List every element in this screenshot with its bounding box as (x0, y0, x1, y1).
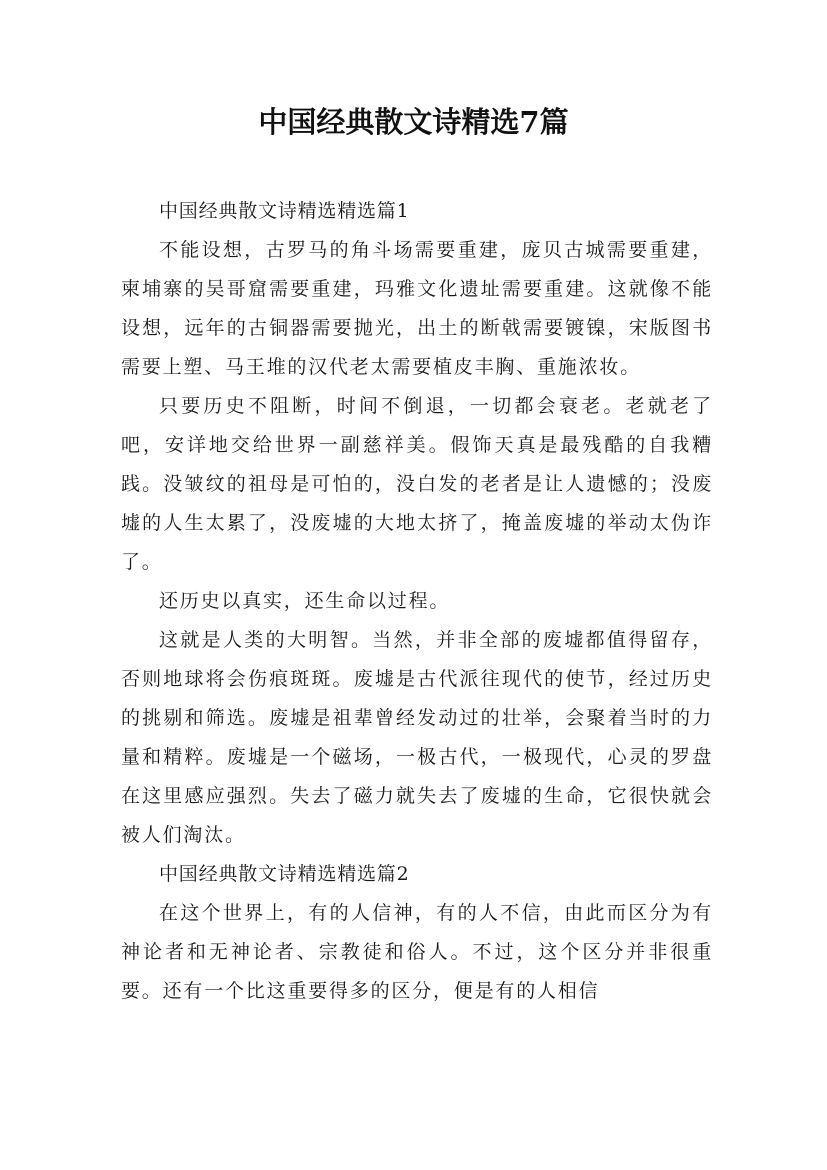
document-title: 中国经典散文诗精选7篇 (258, 105, 569, 139)
document-body (121, 192, 713, 1011)
paragraph: 这就是人类的大明智。当然，并非全部的废墟都值得留存，否则地球将会伤痕斑斑。废墟是古代派往现代的使节，经过历史的挑剔和筛选。废墟是祖辈曾经发动过的壮举，会聚着当时的力量和精粹。废墟是一个磁场，一极古代，一极现代，心灵的罗盘在这里感应强烈。失去了磁力就失去了废墟的生命，它很快就会被人们淘汰。 (121, 629, 713, 846)
section-heading-2: 中国经典散文诗精选精选篇2 (159, 863, 410, 885)
paragraph: 只要历史不阻断，时间不倒退，一切都会衰老。老就老了吧，安详地交给世界一副慈祥美。假饰天真是最残酷的自我糟践。没皱纹的祖母是可怕的，没白发的老者是让人遗憾的；没废墟的人生太累了，没废墟的大地太挤了，掩盖废墟的举动太伪诈了。 (121, 395, 713, 573)
paragraph: 在这个世界上，有的人信神，有的人不信，由此而区分为有神论者和无神论者、宗教徒和俗人。不过，这个区分并非很重要。还有一个比这重要得多的区分，便是有的人相信 (121, 902, 713, 1002)
paragraph: 还历史以真实，还生命以过程。 (159, 590, 451, 612)
paragraph: 不能设想，古罗马的角斗场需要重建，庞贝古城需要重建，柬埔寨的吴哥窟需要重建，玛雅文化遗址需要重建。这就像不能设想，远年的古铜器需要抛光，出土的断戟需要镀镍，宋版图书需要上塑、马王堆的汉代老太需要植皮丰胸、重施浓妆。 (121, 239, 713, 378)
section-heading-1: 中国经典散文诗精选精选篇1 (159, 200, 410, 222)
